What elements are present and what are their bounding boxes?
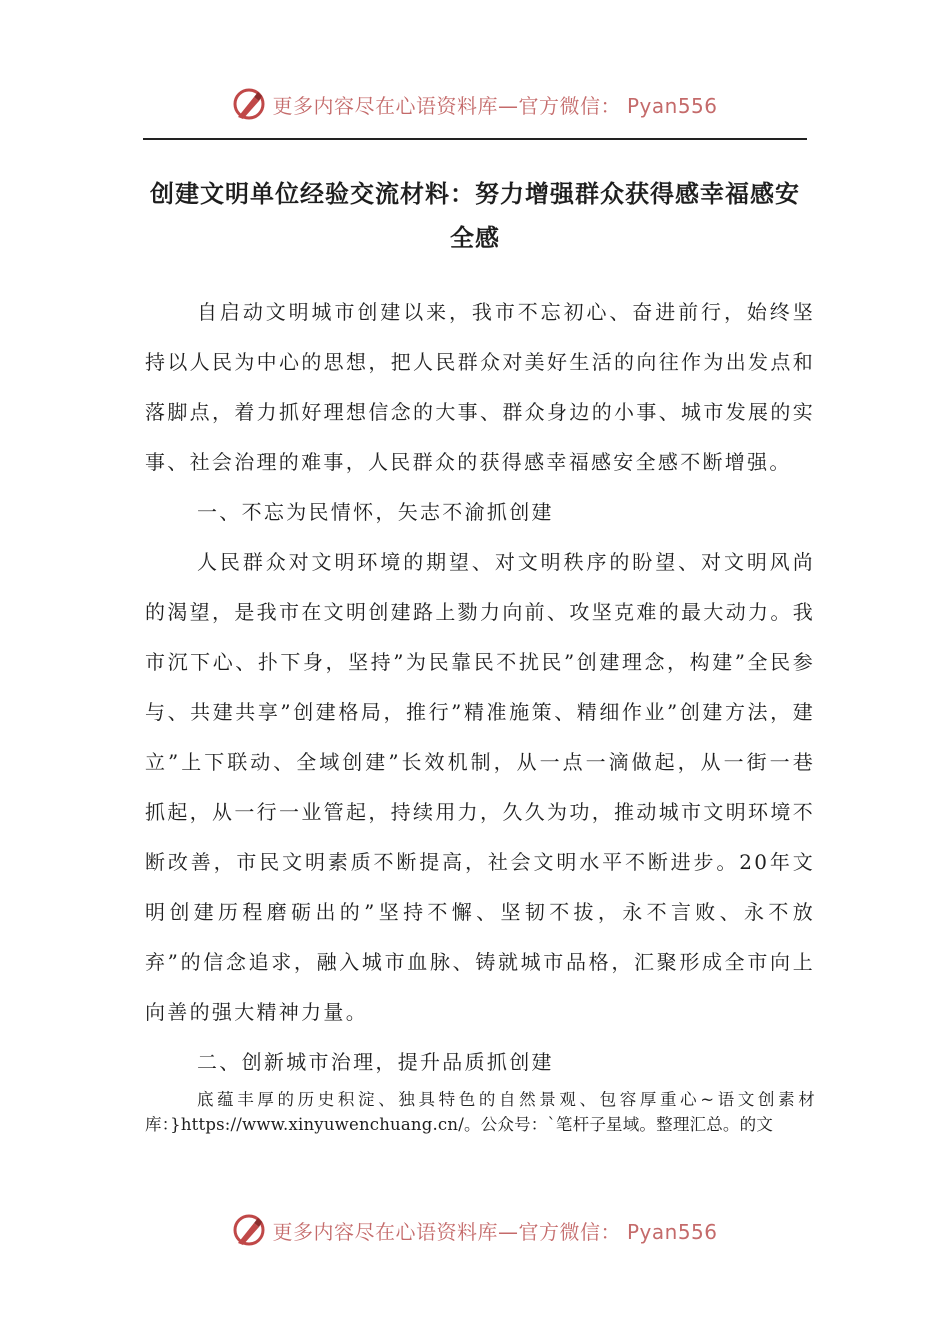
paragraph-section-2-partial: 底蕴丰厚的历史积淀、独具特色的自然景观、包容厚重心~语文创素材库：}https://www.xinyuwenchuang.cn/。公众号：`笔杆子星域。整理汇总。的文 [145, 1090, 815, 1134]
section-heading-2: 二、创新城市治理，提升品质抓创建 [197, 1050, 554, 1074]
paragraph-section-1: 人民群众对文明环境的期望、对文明秩序的盼望、对文明风尚的渴望，是我市在文明创建路上勠力向前、攻坚克难的最大动力。我市沉下心、扑下身，坚持”为民靠民不扰民”创建理念，构建”全民参与、共建共享”创建格局，推行”精准施策、精细作业”创建方法，建立”上下联动、全域创建”长效机制，从一点一滴做起，从一街一巷抓起，从一行一业管起，持续用力，久久为功，推动城市文明环境不断改善，市民文明素质不断提高，社会文明水平不断进步。20年文明创建历程磨砺出的”坚持不懈、坚韧不拔，永不言败、永不放弃”的信念追求，融入城市血脉、铸就城市品格，汇聚形成全市向上向善的强大精神力量。 [145, 550, 815, 1024]
banner-label: 更多内容尽在心语资料库—官方微信： [272, 1219, 621, 1244]
banner-wechat-id: Pyan556 [626, 1219, 718, 1244]
banner-label: 更多内容尽在心语资料库—官方微信： [272, 93, 621, 118]
header-rule [143, 138, 807, 140]
banner-text [272, 90, 717, 119]
document-title: 创建文明单位经验交流材料：努力增强群众获得感幸福感安全感 [150, 179, 800, 252]
pen-logo-icon [232, 87, 266, 121]
section-heading-1: 一、不忘为民情怀，矢志不渝抓创建 [197, 500, 554, 524]
paragraph-intro: 自启动文明城市创建以来，我市不忘初心、奋进前行，始终坚持以人民为中心的思想，把人民群众对美好生活的向往作为出发点和落脚点，着力抓好理想信念的大事、群众身边的小事、城市发展的实事、社会治理的难事，人民群众的获得感幸福感安全感不断增强。 [145, 300, 815, 474]
footer-banner [0, 1210, 950, 1250]
document-body [145, 287, 815, 1137]
banner-wechat-id: Pyan556 [626, 93, 718, 118]
header-banner [0, 84, 950, 124]
banner-text [272, 1216, 717, 1245]
pen-logo-icon [232, 1213, 266, 1247]
